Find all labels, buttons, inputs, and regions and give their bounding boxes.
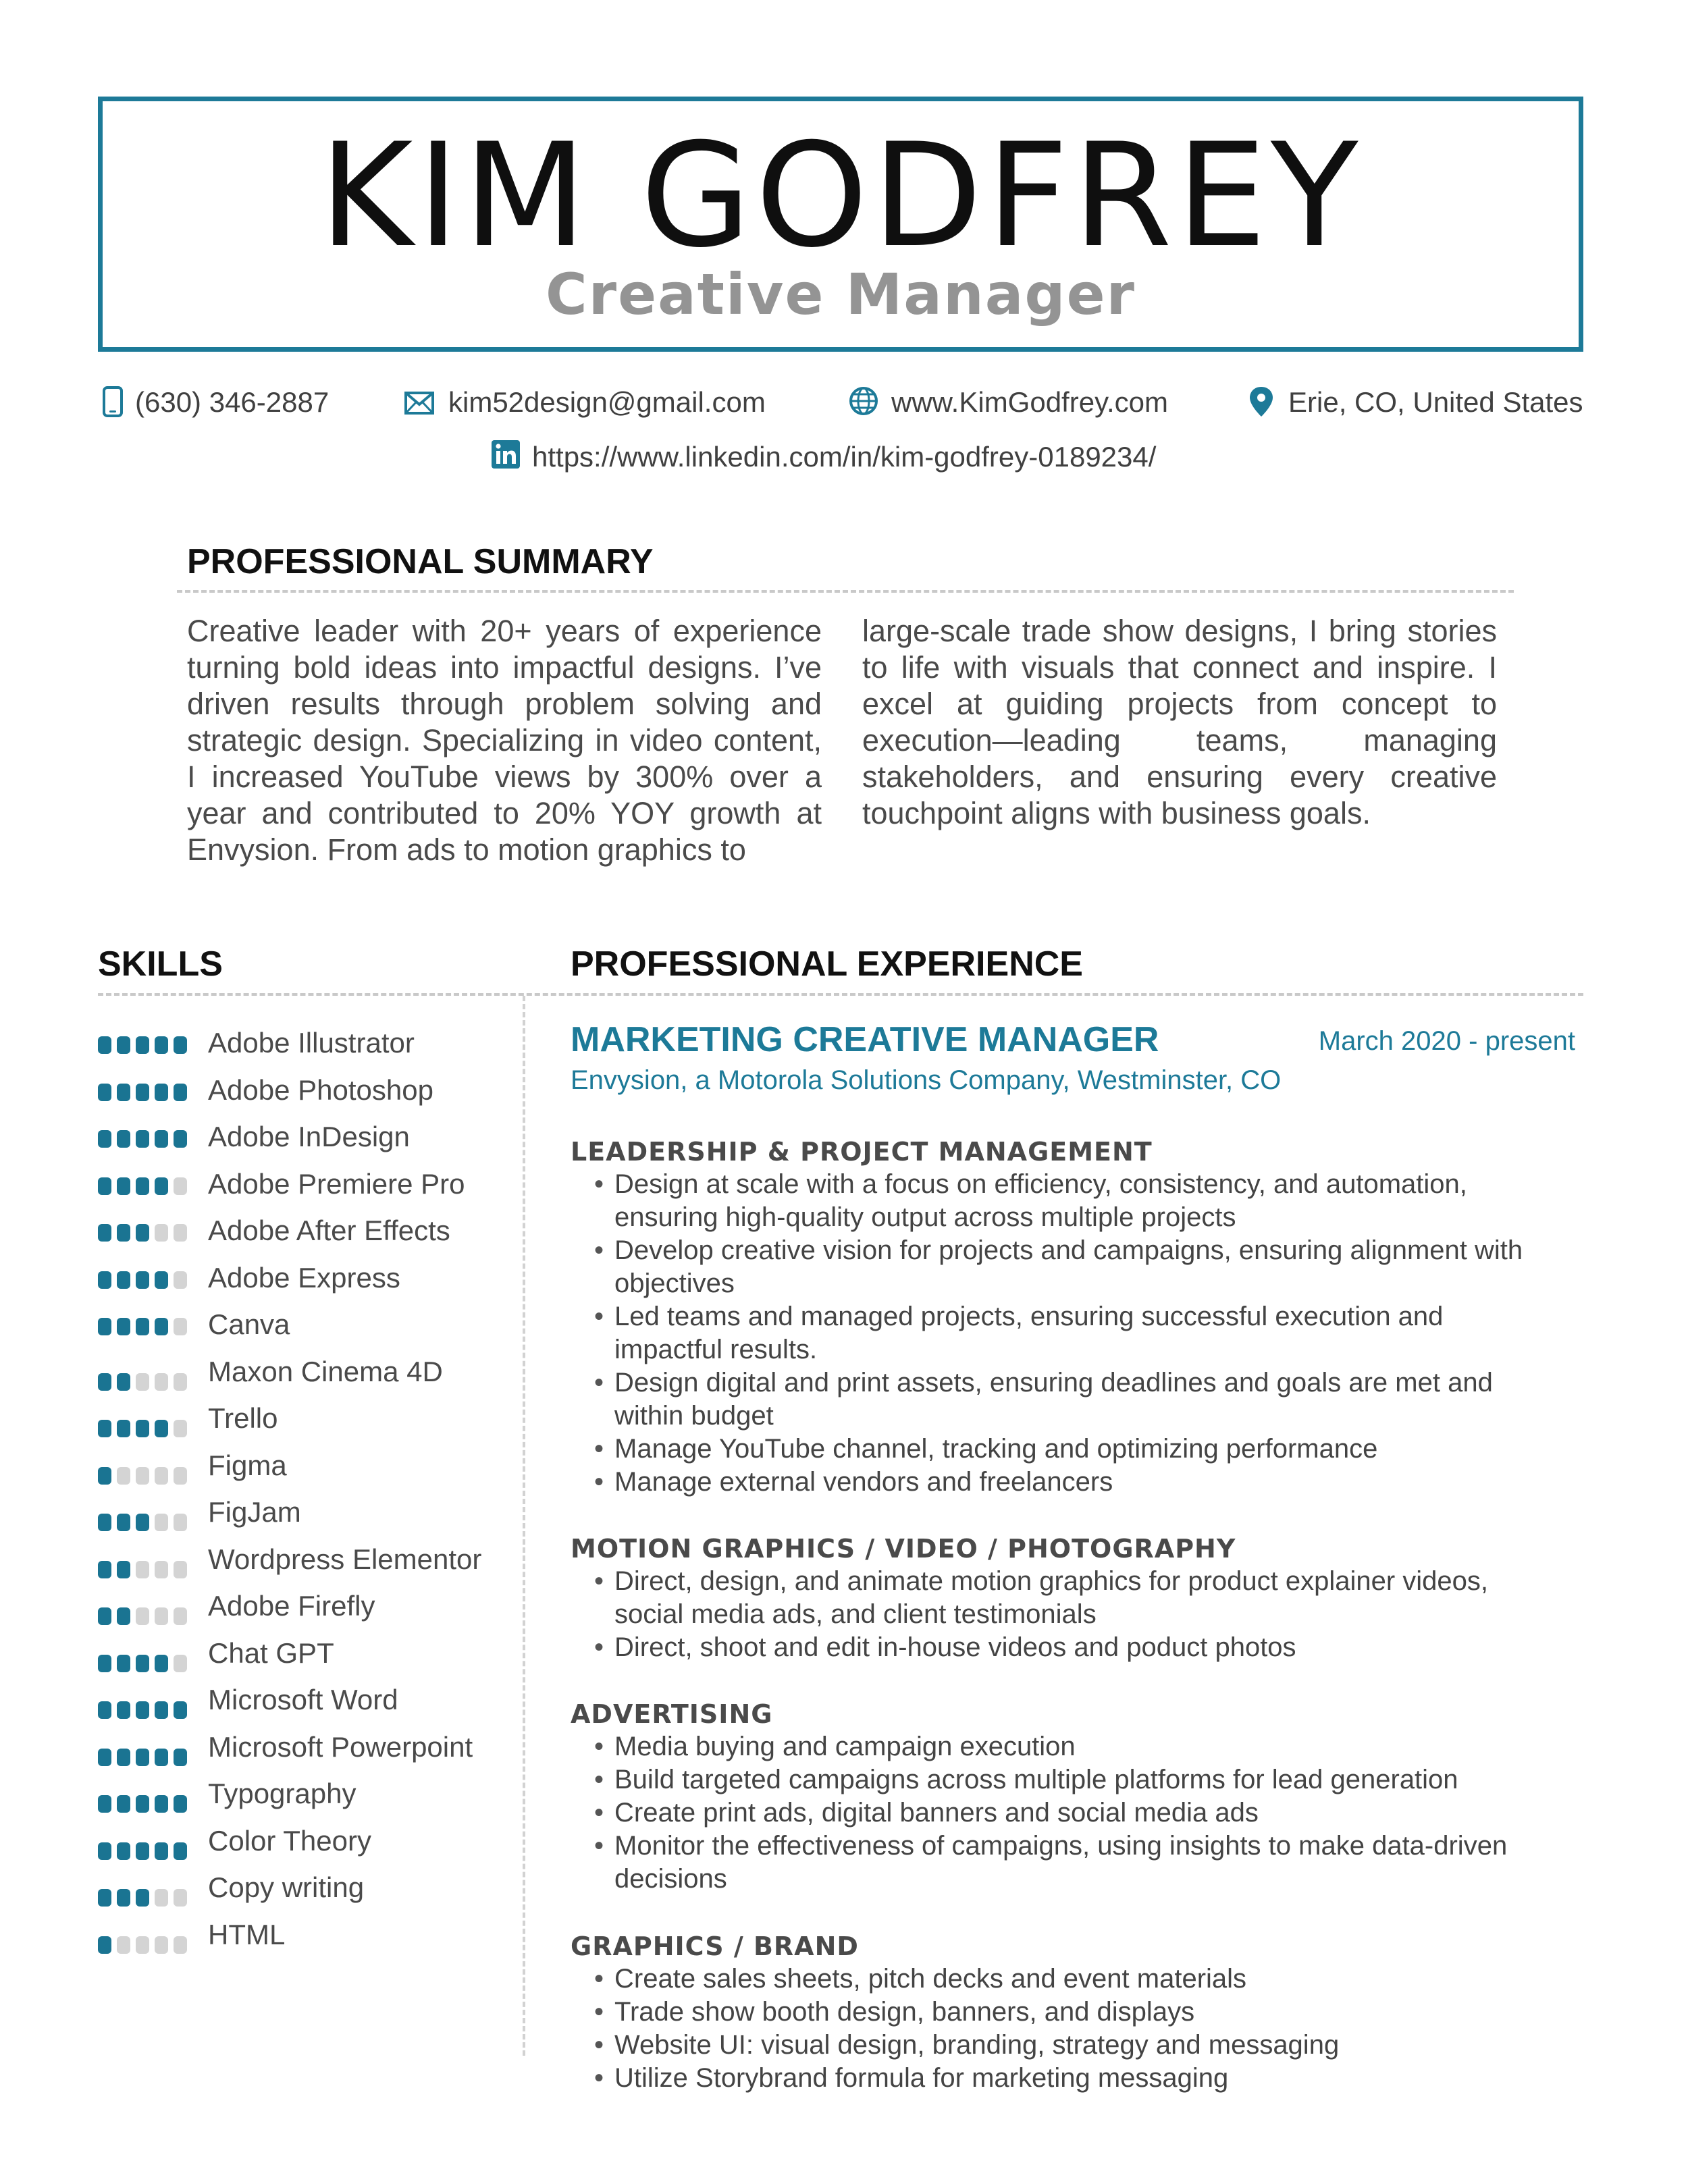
summary-column-1: Creative leader with 20+ years of experience turning bold ideas into impactful designs. I’ve driven results through problem solving and strategic design. Specializing in video content, I increased YouTube views by 300% over a year and contributed to 20% YOY growth at Envysion. From ads to motion graphics to xyxy=(187,614,822,867)
skill-name: FigJam xyxy=(208,1496,301,1528)
rating-dot-filled xyxy=(98,1749,111,1766)
list-item: • Manage YouTube channel, tracking and optimizing performance xyxy=(594,1433,1553,1466)
skill-name: Canva xyxy=(208,1308,290,1340)
rating-dot-filled xyxy=(98,1607,111,1625)
rating-dot-empty xyxy=(174,1607,187,1625)
rating-dot-filled xyxy=(136,1420,149,1437)
candidate-name: KIM GODFREY xyxy=(319,112,1363,279)
list-item: • Trade show booth design, banners, and displays xyxy=(594,1996,1553,2029)
category-bullets xyxy=(594,1963,1553,2095)
category-bullets xyxy=(594,1565,1553,1664)
rating-dot-filled xyxy=(136,1318,149,1335)
rating-dot-filled xyxy=(98,1084,111,1101)
rating-dot-filled xyxy=(98,1795,111,1813)
rating-dot-filled xyxy=(136,1036,149,1054)
skill-rating xyxy=(98,1655,192,1674)
category-title: LEADERSHIP & PROJECT MANAGEMENT xyxy=(571,1137,1153,1167)
rating-dot-filled xyxy=(98,1224,111,1242)
rating-dot-filled xyxy=(117,1561,130,1578)
rating-dot-empty xyxy=(155,1514,168,1531)
skill-name: Microsoft Powerpoint xyxy=(208,1731,473,1763)
rating-dot-empty xyxy=(174,1271,187,1289)
skill-rating xyxy=(98,1514,192,1533)
rating-dot-filled xyxy=(136,1514,149,1531)
skill-rating xyxy=(98,1036,192,1055)
skill-rating xyxy=(98,1607,192,1626)
column-divider xyxy=(523,996,525,2056)
skill-name: Adobe Illustrator xyxy=(208,1027,415,1059)
skill-name: Adobe After Effects xyxy=(208,1215,450,1246)
category-title: MOTION GRAPHICS / VIDEO / PHOTOGRAPHY xyxy=(571,1534,1236,1564)
rating-dot-empty xyxy=(174,1177,187,1195)
rating-dot-filled xyxy=(117,1130,130,1148)
summary-heading: PROFESSIONAL SUMMARY xyxy=(187,542,654,581)
rating-dot-empty xyxy=(136,1936,149,1954)
rating-dot-filled xyxy=(174,1749,187,1766)
list-item: • Website UI: visual design, branding, strategy and messaging xyxy=(594,2029,1553,2062)
skill-name: Adobe Photoshop xyxy=(208,1074,433,1106)
summary-column-2: large-scale trade show designs, I bring stories to life with visuals that connect and inspire. I excel at guiding projects from concept to execution—leading teams, managing stakeholders, and ensuring every creative touchpoint aligns with business goals. xyxy=(862,614,1497,830)
rating-dot-empty xyxy=(174,1655,187,1672)
list-item: • Create sales sheets, pitch decks and event materials xyxy=(594,1963,1553,1996)
rating-dot-empty xyxy=(136,1607,149,1625)
rating-dot-filled xyxy=(117,1036,130,1054)
rating-dot-filled xyxy=(117,1655,130,1672)
list-item: • Design at scale with a focus on efficiency, consistency, and automation, ensuring high-quality output across multiple projects xyxy=(594,1168,1553,1234)
rating-dot-empty xyxy=(155,1467,168,1485)
rating-dot-filled xyxy=(117,1889,130,1907)
list-item: • Create print ads, digital banners and social media ads xyxy=(594,1796,1553,1830)
rating-dot-filled xyxy=(98,1130,111,1148)
rating-dot-empty xyxy=(174,1889,187,1907)
linkedin-icon xyxy=(492,440,520,469)
skill-rating xyxy=(98,1936,192,1955)
rating-dot-filled xyxy=(98,1842,111,1860)
rating-dot-filled xyxy=(98,1036,111,1054)
list-item: • Direct, design, and animate motion graphics for product explainer videos, social media ads, and client testimonials xyxy=(594,1565,1553,1631)
email-link[interactable]: kim52design@gmail.com xyxy=(448,386,766,418)
rating-dot-filled xyxy=(136,1224,149,1242)
rating-dot-filled xyxy=(117,1842,130,1860)
skill-name: Chat GPT xyxy=(208,1637,334,1669)
rating-dot-filled xyxy=(136,1842,149,1860)
rating-dot-filled xyxy=(155,1420,168,1437)
category-title: ADVERTISING xyxy=(571,1699,773,1729)
rating-dot-empty xyxy=(174,1467,187,1485)
rating-dot-filled xyxy=(136,1084,149,1101)
skill-rating xyxy=(98,1177,192,1196)
rating-dot-filled xyxy=(136,1655,149,1672)
rating-dot-filled xyxy=(98,1271,111,1289)
rating-dot-empty xyxy=(117,1467,130,1485)
rating-dot-empty xyxy=(155,1561,168,1578)
rating-dot-filled xyxy=(117,1607,130,1625)
rating-dot-filled xyxy=(98,1514,111,1531)
category-bullets xyxy=(594,1730,1553,1896)
rating-dot-empty xyxy=(155,1889,168,1907)
rating-dot-filled xyxy=(136,1130,149,1148)
skill-rating xyxy=(98,1842,192,1861)
skill-rating xyxy=(98,1373,192,1392)
phone-icon xyxy=(101,385,124,418)
rating-dot-empty xyxy=(174,1514,187,1531)
rating-dot-empty xyxy=(174,1373,187,1391)
website-link[interactable]: www.KimGodfrey.com xyxy=(891,386,1168,418)
rating-dot-filled xyxy=(98,1655,111,1672)
rating-dot-filled xyxy=(98,1936,111,1954)
rating-dot-filled xyxy=(98,1420,111,1437)
rating-dot-empty xyxy=(155,1936,168,1954)
list-item: • Build targeted campaigns across multiple platforms for lead generation xyxy=(594,1763,1553,1796)
rating-dot-empty xyxy=(155,1607,168,1625)
skill-name: Adobe InDesign xyxy=(208,1121,410,1152)
rating-dot-filled xyxy=(98,1373,111,1391)
list-item: • Monitor the effectiveness of campaigns, using insights to make data-driven decisions xyxy=(594,1830,1553,1896)
rating-dot-filled xyxy=(117,1795,130,1813)
rating-dot-filled xyxy=(174,1701,187,1719)
list-item: • Design digital and print assets, ensuring deadlines and goals are met and within budget xyxy=(594,1366,1553,1433)
experience-heading: PROFESSIONAL EXPERIENCE xyxy=(571,944,1083,984)
skill-rating xyxy=(98,1224,192,1243)
location-text: Erie, CO, United States xyxy=(1288,386,1583,418)
rating-dot-filled xyxy=(117,1514,130,1531)
rating-dot-filled xyxy=(174,1795,187,1813)
rating-dot-filled xyxy=(155,1130,168,1148)
rating-dot-filled xyxy=(155,1842,168,1860)
rating-dot-empty xyxy=(155,1224,168,1242)
skill-name: Adobe Firefly xyxy=(208,1590,375,1622)
skill-rating xyxy=(98,1467,192,1486)
rating-dot-empty xyxy=(174,1420,187,1437)
rating-dot-empty xyxy=(174,1318,187,1335)
skill-name: Microsoft Word xyxy=(208,1684,398,1715)
rating-dot-filled xyxy=(174,1842,187,1860)
location-pin-icon xyxy=(1248,385,1275,418)
skill-name: Adobe Premiere Pro xyxy=(208,1168,465,1200)
skill-rating xyxy=(98,1749,192,1767)
skill-rating xyxy=(98,1701,192,1720)
skill-rating xyxy=(98,1084,192,1102)
rating-dot-empty xyxy=(136,1561,149,1578)
rating-dot-filled xyxy=(98,1889,111,1907)
rating-dot-filled xyxy=(98,1701,111,1719)
skill-rating xyxy=(98,1271,192,1290)
rating-dot-filled xyxy=(117,1271,130,1289)
skill-name: Figma xyxy=(208,1449,287,1481)
rating-dot-filled xyxy=(174,1130,187,1148)
rating-dot-filled xyxy=(136,1177,149,1195)
rating-dot-filled xyxy=(155,1318,168,1335)
rating-dot-filled xyxy=(117,1318,130,1335)
name-box xyxy=(98,97,1583,352)
list-item: • Media buying and campaign execution xyxy=(594,1730,1553,1763)
rating-dot-filled xyxy=(117,1224,130,1242)
list-item: • Manage external vendors and freelancers xyxy=(594,1466,1553,1499)
candidate-role: Creative Manager xyxy=(546,261,1136,327)
skill-rating xyxy=(98,1561,192,1580)
skill-rating xyxy=(98,1420,192,1439)
rating-dot-filled xyxy=(155,1271,168,1289)
summary-divider xyxy=(177,590,1514,593)
skill-rating xyxy=(98,1795,192,1814)
job-dates: March 2020 - present xyxy=(1318,1026,1575,1056)
skill-name: Adobe Express xyxy=(208,1262,400,1294)
rating-dot-filled xyxy=(136,1271,149,1289)
skill-name: Typography xyxy=(208,1778,357,1809)
list-item: • Develop creative vision for projects and campaigns, ensuring alignment with objectives xyxy=(594,1234,1553,1300)
rating-dot-filled xyxy=(117,1701,130,1719)
list-item: • Led teams and managed projects, ensuring successful execution and impactful results. xyxy=(594,1300,1553,1366)
job-title: MARKETING CREATIVE MANAGER xyxy=(571,1020,1159,1059)
rating-dot-empty xyxy=(136,1467,149,1485)
rating-dot-filled xyxy=(117,1177,130,1195)
skill-name: Color Theory xyxy=(208,1825,371,1857)
skill-rating xyxy=(98,1318,192,1337)
rating-dot-filled xyxy=(155,1701,168,1719)
rating-dot-empty xyxy=(174,1936,187,1954)
rating-dot-empty xyxy=(136,1373,149,1391)
list-item: • Utilize Storybrand formula for marketing messaging xyxy=(594,2062,1553,2095)
rating-dot-filled xyxy=(136,1889,149,1907)
rating-dot-filled xyxy=(98,1467,111,1485)
category-bullets xyxy=(594,1168,1553,1499)
job-company: Envysion, a Motorola Solutions Company, Westminster, CO xyxy=(571,1065,1282,1095)
phone-text: (630) 346-2887 xyxy=(135,386,329,418)
rating-dot-filled xyxy=(155,1795,168,1813)
rating-dot-filled xyxy=(117,1084,130,1101)
rating-dot-filled xyxy=(136,1701,149,1719)
rating-dot-filled xyxy=(117,1749,130,1766)
mail-icon xyxy=(404,390,435,417)
skills-heading: SKILLS xyxy=(98,944,223,984)
rating-dot-filled xyxy=(136,1749,149,1766)
rating-dot-filled xyxy=(155,1084,168,1101)
rating-dot-filled xyxy=(98,1177,111,1195)
linkedin-link[interactable]: https://www.linkedin.com/in/kim-godfrey-0189234/ xyxy=(532,441,1157,473)
section-divider xyxy=(98,993,1583,996)
skill-name: HTML xyxy=(208,1919,286,1950)
rating-dot-filled xyxy=(98,1561,111,1578)
rating-dot-filled xyxy=(174,1036,187,1054)
rating-dot-filled xyxy=(155,1177,168,1195)
skill-rating xyxy=(98,1889,192,1908)
skill-name: Wordpress Elementor xyxy=(208,1543,482,1575)
rating-dot-filled xyxy=(98,1318,111,1335)
rating-dot-filled xyxy=(117,1420,130,1437)
rating-dot-filled xyxy=(117,1373,130,1391)
skill-name: Copy writing xyxy=(208,1871,365,1903)
rating-dot-empty xyxy=(174,1224,187,1242)
skill-name: Maxon Cinema 4D xyxy=(208,1356,443,1387)
rating-dot-empty xyxy=(155,1373,168,1391)
rating-dot-empty xyxy=(117,1936,130,1954)
category-title: GRAPHICS / BRAND xyxy=(571,1932,859,1961)
skill-rating xyxy=(98,1130,192,1149)
rating-dot-empty xyxy=(174,1561,187,1578)
rating-dot-filled xyxy=(155,1655,168,1672)
rating-dot-filled xyxy=(174,1084,187,1101)
skill-name: Trello xyxy=(208,1402,278,1434)
globe-icon xyxy=(848,385,879,417)
rating-dot-filled xyxy=(155,1036,168,1054)
rating-dot-filled xyxy=(155,1749,168,1766)
list-item: • Direct, shoot and edit in-house videos and poduct photos xyxy=(594,1631,1553,1664)
rating-dot-filled xyxy=(136,1795,149,1813)
